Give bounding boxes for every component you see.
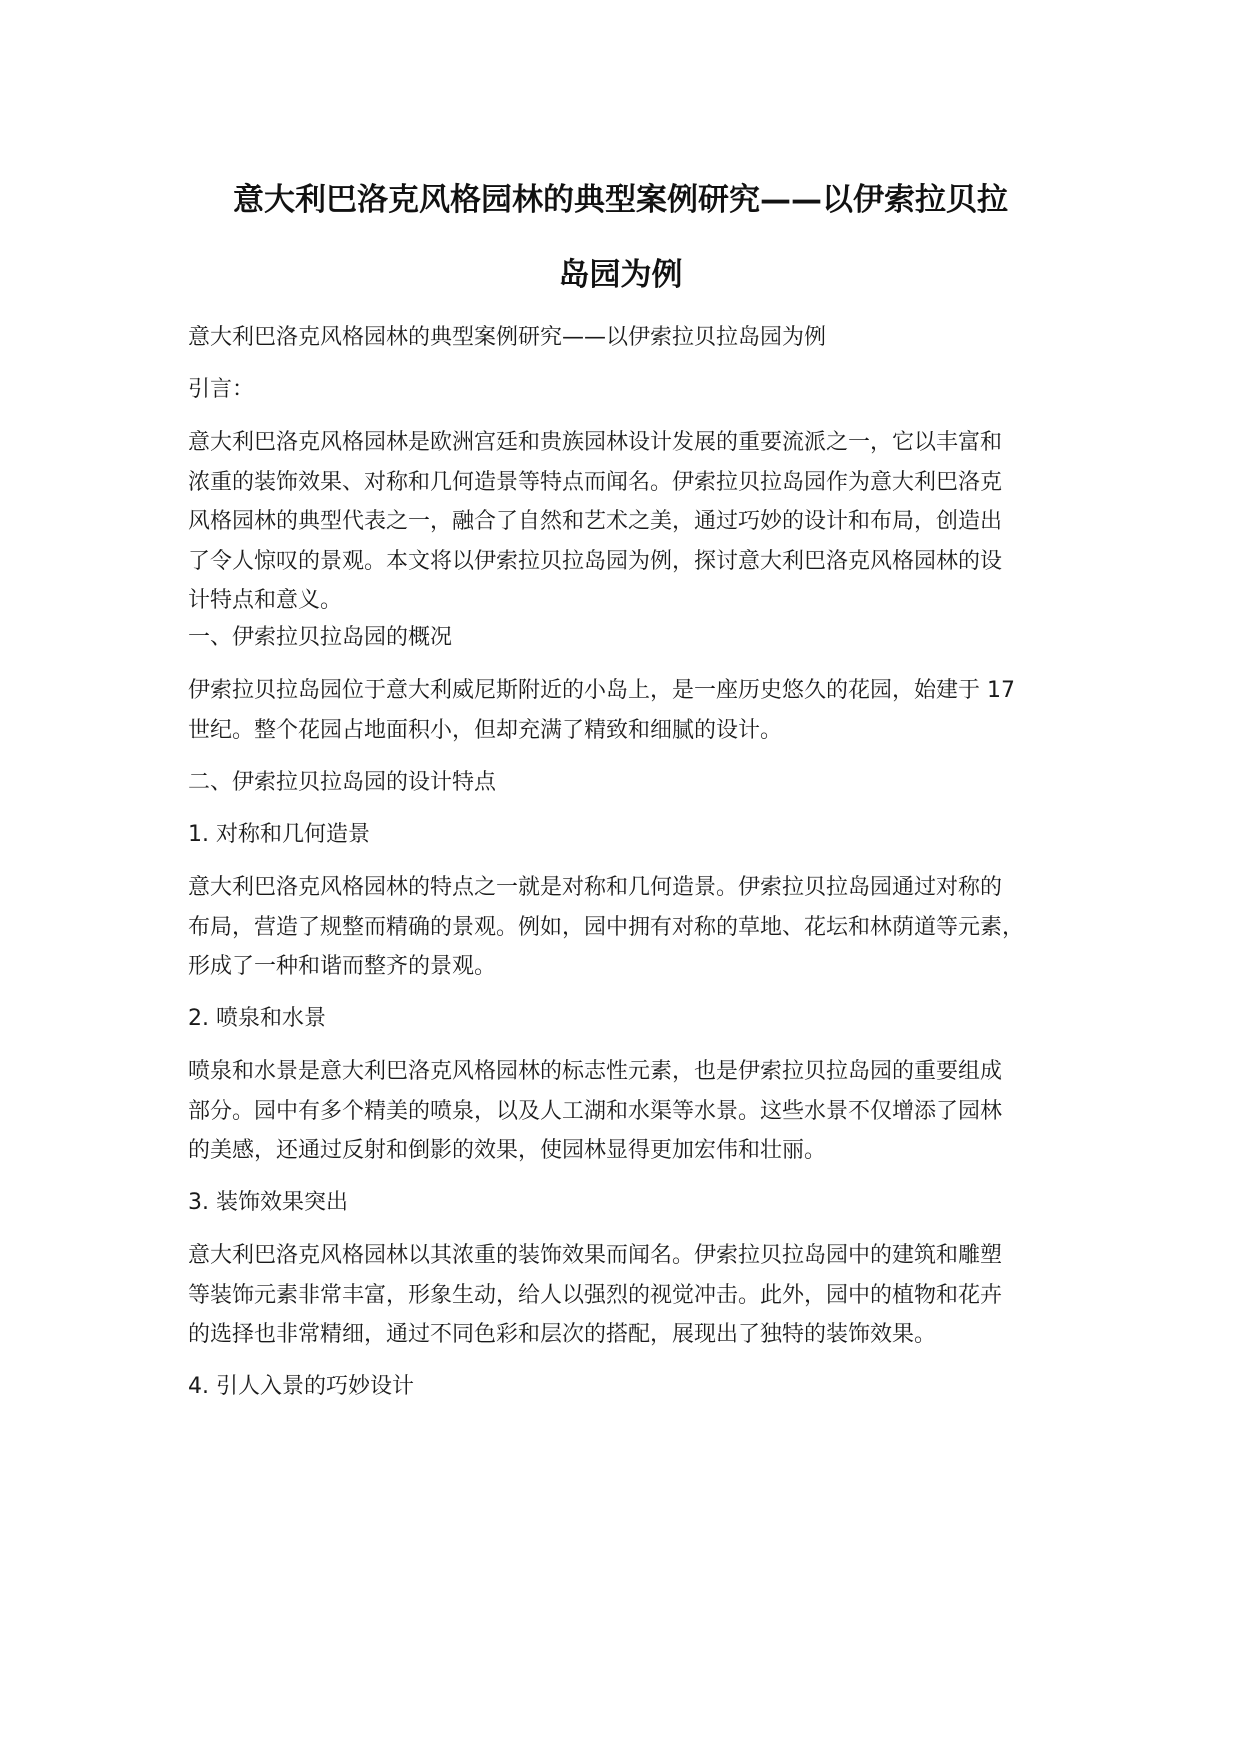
body-paragraph-overview <box>188 671 1088 750</box>
subtitle-paragraph <box>188 318 1088 358</box>
text-line: 布局，营造了规整而精确的景观。例如，园中拥有对称的草地、花坛和林荫道等元素， <box>188 914 1025 940</box>
subsection-heading-3 <box>188 1183 1088 1223</box>
text-line: 伊索拉贝拉岛园位于意大利威尼斯附近的小岛上，是一座历史悠久的花园，始建于 17 <box>188 678 1015 703</box>
intro-heading <box>188 370 1088 410</box>
text-line: 的美感，还通过反射和倒影的效果，使园林显得更加宏伟和壮丽。 <box>188 1138 827 1163</box>
text-line: 二、伊索拉贝拉岛园的设计特点 <box>188 770 497 795</box>
text-line: 意大利巴洛克风格园林是欧洲宫廷和贵族园林设计发展的重要流派之一，它以丰富和 <box>188 430 1003 455</box>
text-line: 浓重的装饰效果、对称和几何造景等特点而闻名。伊索拉贝拉岛园作为意大利巴洛克 <box>188 469 1003 495</box>
subsection-heading-2 <box>188 999 1088 1039</box>
text-line: 意大利巴洛克风格园林以其浓重的装饰效果而闻名。伊索拉贝拉岛园中的建筑和雕塑 <box>188 1243 1003 1268</box>
section-heading-2 <box>188 763 1088 803</box>
text-line: 引言： <box>188 377 255 402</box>
text-line: 等装饰元素非常丰富，形象生动，给人以强烈的视觉冲击。此外，园中的植物和花卉 <box>188 1282 1003 1308</box>
subsection-heading-1 <box>188 815 1088 855</box>
body-paragraph-symmetry <box>188 868 1088 987</box>
body-paragraph-fountains <box>188 1052 1088 1171</box>
section-heading-1 <box>188 618 1088 658</box>
text-line: 部分。园中有多个精美的喷泉，以及人工湖和水渠等水景。这些水景不仅增添了园林 <box>188 1098 1003 1124</box>
text-line: 一、伊索拉贝拉岛园的概况 <box>188 625 453 650</box>
text-line: 计特点和意义。 <box>188 588 343 613</box>
body-paragraph-decoration <box>188 1236 1088 1355</box>
text-line: 意大利巴洛克风格园林的特点之一就是对称和几何造景。伊索拉贝拉岛园通过对称的 <box>188 875 1003 900</box>
text-line: 形成了一种和谐而整齐的景观。 <box>188 954 497 979</box>
text-line: 1. 对称和几何造景 <box>188 822 370 847</box>
document-title-line-2: 岛园为例 <box>558 257 683 293</box>
text-line: 的选择也非常精细，通过不同色彩和层次的搭配，展现出了独特的装饰效果。 <box>188 1322 937 1347</box>
subsection-heading-4 <box>188 1367 1088 1407</box>
text-line: 喷泉和水景是意大利巴洛克风格园林的标志性元素，也是伊索拉贝拉岛园的重要组成 <box>188 1059 1003 1084</box>
body-paragraph-intro <box>188 423 1088 621</box>
text-line: 4. 引人入景的巧妙设计 <box>188 1374 414 1399</box>
document-title-line-1: 意大利巴洛克风格园林的典型案例研究——以伊索拉贝拉 <box>233 182 1008 218</box>
text-line: 意大利巴洛克风格园林的典型案例研究——以伊索拉贝拉岛园为例 <box>188 325 827 350</box>
text-line: 2. 喷泉和水景 <box>188 1006 326 1031</box>
text-line: 了令人惊叹的景观。本文将以伊索拉贝拉岛园为例，探讨意大利巴洛克风格园林的设 <box>188 548 1003 574</box>
text-line: 风格园林的典型代表之一，融合了自然和艺术之美，通过巧妙的设计和布局，创造出 <box>188 509 1003 534</box>
text-line: 3. 装饰效果突出 <box>188 1190 348 1215</box>
text-line: 世纪。整个花园占地面积小，但却充满了精致和细腻的设计。 <box>188 717 783 743</box>
